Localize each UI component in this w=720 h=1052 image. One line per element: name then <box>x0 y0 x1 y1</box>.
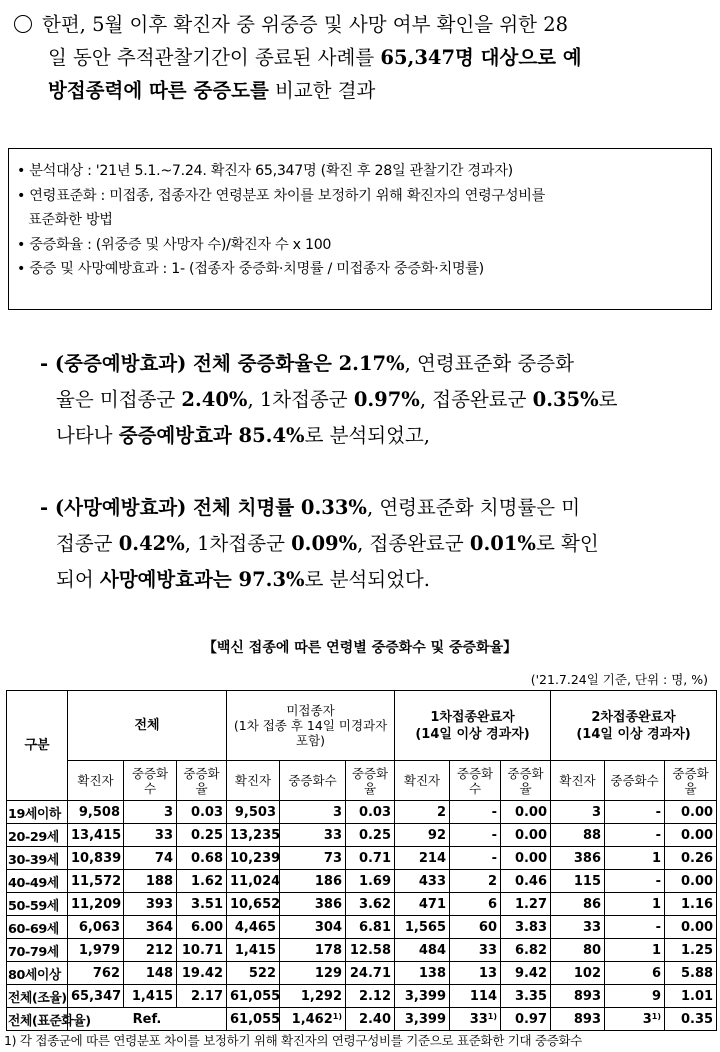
table-cell: 3,399 <box>395 985 450 1008</box>
table-cell: 188 <box>124 870 177 893</box>
table-cell: 1.16 <box>665 893 717 916</box>
table-cell: 88 <box>551 824 605 847</box>
cell-value: 33 <box>469 1011 488 1027</box>
para2-row-1 <box>40 490 712 526</box>
sub-header-cell: 중증화율 <box>346 761 395 801</box>
table-cell: 10,839 <box>68 847 124 870</box>
sub-header-cell: 확진자 <box>395 761 450 801</box>
table-cell: 9 <box>605 985 665 1008</box>
table-cell: - <box>605 870 665 893</box>
note-item-prevention-effect: • 중증 및 사망예방효과 : 1- (접종자 중증화·치명률 / 미접종자 중증화·치명률) <box>17 261 484 277</box>
table-cell: 364 <box>124 916 177 939</box>
para1-value: 0.97% <box>353 388 420 411</box>
table-cell: 3,399 <box>395 1008 450 1031</box>
table-cell: 129 <box>280 962 346 985</box>
table-cell: 1,415 <box>124 985 177 1008</box>
para1-text: , 1차접종군 <box>247 388 354 411</box>
intro-text-2a: 일 동안 추적관찰기간이 종료된 사례를 <box>48 46 381 69</box>
table-cell: - <box>450 801 501 824</box>
para2-text: 접종군 <box>56 532 119 555</box>
table-row <box>7 893 717 916</box>
table-row <box>7 985 717 1008</box>
table-cell: - <box>450 847 501 870</box>
row-label: 80세이상 <box>7 962 68 985</box>
sub-header-cell: 확진자 <box>68 761 124 801</box>
table-cell: 214 <box>395 847 450 870</box>
circle-bullet-icon <box>14 15 32 33</box>
intro-text-3a: 방접종력에 따른 중증도를 <box>48 79 269 102</box>
severity-prevention-paragraph <box>40 346 712 454</box>
table-cell: 0.00 <box>665 801 717 824</box>
table-cell <box>280 1008 346 1031</box>
table-cell: 0.00 <box>501 824 551 847</box>
table-cell: 148 <box>124 962 177 985</box>
para2-row-2 <box>40 526 712 562</box>
table-cell: 11,209 <box>68 893 124 916</box>
table-cell: 6 <box>450 893 501 916</box>
table-row <box>7 870 717 893</box>
table-cell: 0.26 <box>665 847 717 870</box>
table-cell: 60 <box>450 916 501 939</box>
intro-line-1 <box>14 8 714 41</box>
row-label: 전체(조율) <box>7 985 68 1008</box>
para2-value: 0.09% <box>291 532 358 555</box>
note-item-standardization-cont: 표준화한 방법 <box>28 212 113 228</box>
table-cell: 0.00 <box>501 847 551 870</box>
table-row-standardized <box>7 1008 717 1031</box>
table-cell: 86 <box>551 893 605 916</box>
table-cell: 304 <box>280 916 346 939</box>
table-row <box>7 824 717 847</box>
table-cell: 1,415 <box>227 939 280 962</box>
para1-text: , 접종완료군 <box>419 388 533 411</box>
table-cell: 0.68 <box>177 847 227 870</box>
row-label: 30-39세 <box>7 847 68 870</box>
table-cell: 65,347 <box>68 985 124 1008</box>
footnote-mark: 1) <box>487 1011 498 1021</box>
intro-text-1: 한편, 5월 이후 확진자 중 위중증 및 사망 여부 확인을 위한 28 <box>42 13 569 36</box>
sub-header-cell: 중증화수 <box>280 761 346 801</box>
table-cell: 1 <box>605 939 665 962</box>
para2-value: 0.42% <box>118 532 185 555</box>
table-cell: 114 <box>450 985 501 1008</box>
table-cell: 19.42 <box>177 962 227 985</box>
table-cell: 92 <box>395 824 450 847</box>
table-row <box>7 962 717 985</box>
table-cell: 61,055 <box>227 985 280 1008</box>
para2-value: 0.33% <box>300 496 367 519</box>
table-cell: - <box>450 824 501 847</box>
table-cell: 433 <box>395 870 450 893</box>
sub-header-cell: 확진자 <box>227 761 280 801</box>
table-cell: 74 <box>124 847 177 870</box>
table-cell: 2.17 <box>177 985 227 1008</box>
table-cell: - <box>605 916 665 939</box>
para2-text: 로 분석되었다. <box>304 568 430 591</box>
para1-row-3 <box>40 418 712 454</box>
table-cell: 1.27 <box>501 893 551 916</box>
table-cell: 10,239 <box>227 847 280 870</box>
table-cell: 9.42 <box>501 962 551 985</box>
row-label: 50-59세 <box>7 893 68 916</box>
table-cell <box>605 1008 665 1031</box>
table-cell: 212 <box>124 939 177 962</box>
row-label: 20-29세 <box>7 824 68 847</box>
table-cell: 13,415 <box>68 824 124 847</box>
para1-text: 율은 미접종군 <box>56 388 182 411</box>
table-cell: 0.71 <box>346 847 395 870</box>
table-cell: 33 <box>450 939 501 962</box>
table-body <box>7 801 717 1031</box>
para1-value: 0.35% <box>532 388 599 411</box>
table-cell: 61,055 <box>227 1008 280 1031</box>
table-cell: 484 <box>395 939 450 962</box>
para1-text: 로 <box>598 388 618 411</box>
table-cell: 3 <box>551 801 605 824</box>
para1-text: 로 분석되었고, <box>304 424 430 447</box>
table-cell: 1,979 <box>68 939 124 962</box>
cell-value: 1,462 <box>291 1011 333 1027</box>
table-cell: 11,572 <box>68 870 124 893</box>
header-group-unvaccinated-note: (1차 접종 후 14일 미경과자 포함) <box>233 718 388 748</box>
para2-text: 로 확인 <box>535 532 599 555</box>
header-group-second-dose-title: 2차접종완료자 <box>591 709 676 725</box>
cell-value: 3 <box>642 1011 652 1027</box>
table-cell: 471 <box>395 893 450 916</box>
note-item-standardization: • 연령표준화 : 미접종, 접종자간 연령분포 차이를 보정하기 위해 확진자의 연령구성비를 <box>17 187 546 204</box>
footnote-mark: 1) <box>651 1011 662 1021</box>
table-cell: 4,465 <box>227 916 280 939</box>
table-cell: 1.62 <box>177 870 227 893</box>
table-cell: 0.35 <box>665 1008 717 1031</box>
table-cell: 0.25 <box>177 824 227 847</box>
sub-header-cell: 중증화율 <box>501 761 551 801</box>
intro-line-2 <box>14 41 714 74</box>
sub-header-cell: 중증화수 <box>124 761 177 801</box>
header-group-total: 전체 <box>68 691 227 761</box>
table-cell: 9,508 <box>68 801 124 824</box>
intro-text-2b: 65,347명 대상으로 예 <box>380 46 582 69</box>
table-cell: 0.25 <box>346 824 395 847</box>
para1-value: 2.40% <box>181 388 248 411</box>
sub-header-cell: 확진자 <box>551 761 605 801</box>
table-cell: 1 <box>605 893 665 916</box>
table-cell: 0.46 <box>501 870 551 893</box>
table-cell <box>450 1008 501 1031</box>
table-cell: 186 <box>280 870 346 893</box>
footnote-mark: 1) <box>332 1011 343 1021</box>
table-cell: 6 <box>605 962 665 985</box>
table-cell: 33 <box>124 824 177 847</box>
table-cell: 73 <box>280 847 346 870</box>
row-label: 40-49세 <box>7 870 68 893</box>
note-item-severity-rate: • 중증화율 : (위중증 및 사망자 수)/확진자 수 x 100 <box>17 236 332 253</box>
row-label: 19세이하 <box>7 801 68 824</box>
table-cell: 386 <box>551 847 605 870</box>
table-cell: 893 <box>551 1008 605 1031</box>
table-cell: 1,292 <box>280 985 346 1008</box>
table-cell: 80 <box>551 939 605 962</box>
para1-text: 나타나 <box>56 424 119 447</box>
table-cell: 0.00 <box>665 824 717 847</box>
table-cell: - <box>605 824 665 847</box>
intro-paragraph <box>14 8 714 107</box>
sub-header-cell: 중증화수 <box>605 761 665 801</box>
table-cell: 0.00 <box>501 801 551 824</box>
table-cell: 3 <box>124 801 177 824</box>
table-cell: 12.58 <box>346 939 395 962</box>
header-group-first-dose-note: (14일 이상 경과자) <box>415 726 530 742</box>
table-cell: 10.71 <box>177 939 227 962</box>
death-prevention-paragraph <box>40 490 712 598</box>
table-title: 【백신 접종에 따른 연령별 중증화수 및 중증화율】 <box>202 640 518 656</box>
table-cell: 522 <box>227 962 280 985</box>
reference-cell: Ref. <box>68 1008 227 1031</box>
table-cell: 386 <box>280 893 346 916</box>
para2-row-3 <box>40 562 712 598</box>
para1-lead: - (중증예방효과) 전체 중증화율은 <box>40 352 339 375</box>
table-cell: 138 <box>395 962 450 985</box>
header-category: 구분 <box>7 691 68 801</box>
table-cell: 3.51 <box>177 893 227 916</box>
table-cell: 1.25 <box>665 939 717 962</box>
header-group-first-dose-title: 1차접종완료자 <box>430 709 515 725</box>
table-row <box>7 916 717 939</box>
table-cell: 893 <box>551 985 605 1008</box>
table-cell: 0.00 <box>665 870 717 893</box>
table-cell: 24.71 <box>346 962 395 985</box>
header-group-second-dose-note: (14일 이상 경과자) <box>576 726 691 742</box>
note-item-target: • 분석대상 : '21년 5.1.~7.24. 확진자 65,347명 (확진 후 28일 관찰기간 경과자) <box>17 163 513 179</box>
para1-row-1 <box>40 346 712 382</box>
para2-text: , 1차접종군 <box>184 532 292 555</box>
table-row <box>7 939 717 962</box>
para2-text: , 연령표준화 치명률은 미 <box>366 496 581 519</box>
para2-value: 사망예방효과는 97.3% <box>99 568 305 591</box>
table-cell: 5.88 <box>665 962 717 985</box>
table-cell: 6,063 <box>68 916 124 939</box>
para1-value: 2.17% <box>338 352 405 375</box>
table-cell: 1.69 <box>346 870 395 893</box>
header-group-first-dose <box>395 691 551 761</box>
row-label: 70-79세 <box>7 939 68 962</box>
table-cell: 6.81 <box>346 916 395 939</box>
table-cell: 1,565 <box>395 916 450 939</box>
analysis-note-box <box>8 148 712 310</box>
para2-text: 되어 <box>56 568 100 591</box>
table-cell: 0.97 <box>501 1008 551 1031</box>
table-cell: 1.01 <box>665 985 717 1008</box>
table-cell: 6.82 <box>501 939 551 962</box>
table-cell: 6.00 <box>177 916 227 939</box>
severity-table <box>6 690 717 1031</box>
sub-header-cell: 중증화율 <box>177 761 227 801</box>
table-cell: 33 <box>551 916 605 939</box>
table-row <box>7 847 717 870</box>
table-cell: 3.83 <box>501 916 551 939</box>
table-cell: 178 <box>280 939 346 962</box>
table-cell: 2.40 <box>346 1008 395 1031</box>
header-group-unvaccinated <box>227 691 395 761</box>
sub-header-row <box>7 761 717 801</box>
row-label: 60-69세 <box>7 916 68 939</box>
sub-header-cell: 중증화수 <box>450 761 501 801</box>
para2-text: , 접종완료군 <box>357 532 470 555</box>
table-cell: 13,235 <box>227 824 280 847</box>
sub-header-cell: 중증화율 <box>665 761 717 801</box>
table-cell: 0.03 <box>346 801 395 824</box>
table-cell: 1 <box>605 847 665 870</box>
table-cell: - <box>605 801 665 824</box>
table-cell: 0.00 <box>665 916 717 939</box>
table-cell: 3 <box>280 801 346 824</box>
table-cell: 9,503 <box>227 801 280 824</box>
table-cell: 0.03 <box>177 801 227 824</box>
footnote: 1) 각 접종군에 따른 연령분포 차이를 보정하기 위해 확진자의 연령구성비를 기준으로 표준화한 기대 중증화수 <box>4 1033 583 1048</box>
para1-row-2 <box>40 382 712 418</box>
table-cell: 33 <box>280 824 346 847</box>
para2-lead: - (사망예방효과) 전체 치명률 <box>40 496 301 519</box>
para1-value: 중증예방효과 85.4% <box>118 424 305 447</box>
table-cell: 10,652 <box>227 893 280 916</box>
table-cell: 115 <box>551 870 605 893</box>
table-cell: 102 <box>551 962 605 985</box>
table-cell: 3.62 <box>346 893 395 916</box>
row-label: 전체(표준화율) <box>7 1008 68 1031</box>
table-cell: 762 <box>68 962 124 985</box>
table-cell: 2 <box>395 801 450 824</box>
table-cell: 13 <box>450 962 501 985</box>
table-unit-note: ('21.7.24일 기준, 단위 : 명, %) <box>530 672 708 687</box>
table-cell: 11,024 <box>227 870 280 893</box>
header-group-second-dose <box>551 691 717 761</box>
table-cell: 393 <box>124 893 177 916</box>
table-cell: 3.35 <box>501 985 551 1008</box>
para1-text: , 연령표준화 중증화 <box>404 352 574 375</box>
table-cell: 2.12 <box>346 985 395 1008</box>
table-cell: 2 <box>450 870 501 893</box>
intro-text-3b: 비교한 결과 <box>268 79 376 102</box>
header-group-unvaccinated-title: 미접종자 <box>286 703 335 718</box>
para2-value: 0.01% <box>469 532 536 555</box>
intro-line-3 <box>14 74 714 107</box>
table-row <box>7 801 717 824</box>
